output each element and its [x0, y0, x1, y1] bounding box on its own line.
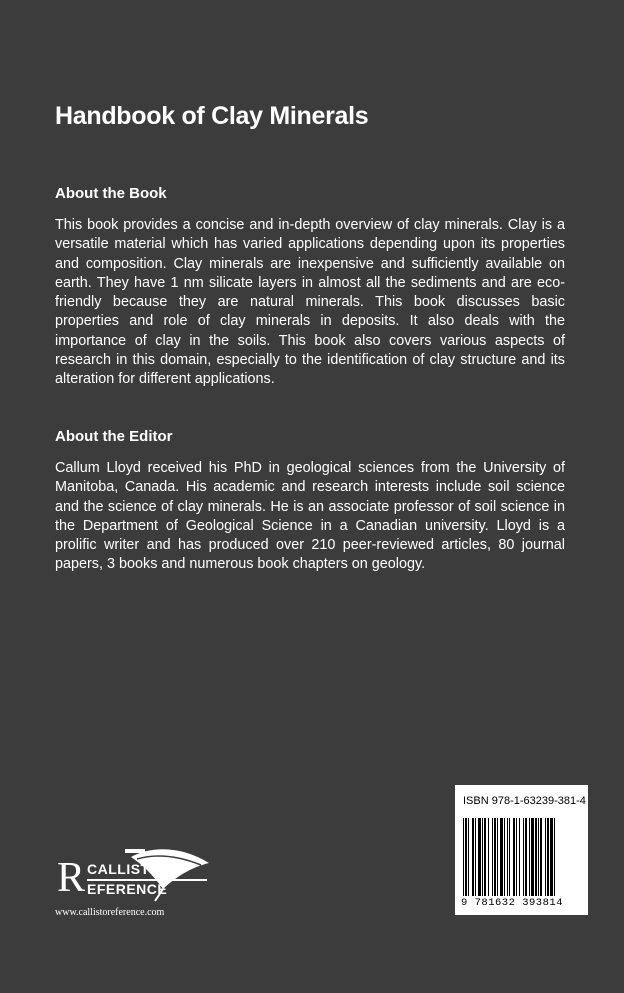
logo-letter-r: R: [57, 855, 86, 901]
about-book-heading: About the Book: [55, 185, 167, 202]
about-editor-text: Callum Lloyd received his PhD in geological sciences from the University of Manitoba, Canada. His academic and research interests include soil science and the science of clay minerals. He is an associate professor of soil science in the Department of Geological Science in a Canadian university. Lloyd is a prolific writer and has produced over 210 peer-reviewed articles, 80 journal papers, 3 books and numerous book chapters on geology.: [55, 460, 565, 573]
book-title: Handbook of Clay Minerals: [55, 102, 369, 130]
about-editor-heading: About the Editor: [55, 428, 173, 445]
logo-reference: EFERENCE: [87, 881, 168, 897]
barcode-digits: 9 781632 393814: [461, 897, 564, 909]
about-book-text: This book provides a concise and in-depth overview of clay minerals. Clay is a versatile material which has varied applications depending upon its properties and composition. Clay minerals are inexpensive and sufficiently available on earth. They have 1 nm silicate layers in almost all the sediments and are eco-friendly because they are natural minerals. This book discusses basic properties and role of clay minerals in deposits. It also deals with the importance of clay in the soils. This book also covers various aspects of research in this domain, especially to the identification of clay structure and its alteration for different applications.: [55, 217, 565, 388]
logo-callisto: CALLISTO: [87, 861, 161, 877]
publisher-logo: [53, 845, 213, 905]
isbn-label: ISBN 978-1-63239-381-4: [463, 795, 586, 807]
barcode-icon: [461, 818, 583, 898]
barcode-box: [455, 785, 588, 915]
publisher-website: www.callistoreference.com: [55, 907, 165, 918]
